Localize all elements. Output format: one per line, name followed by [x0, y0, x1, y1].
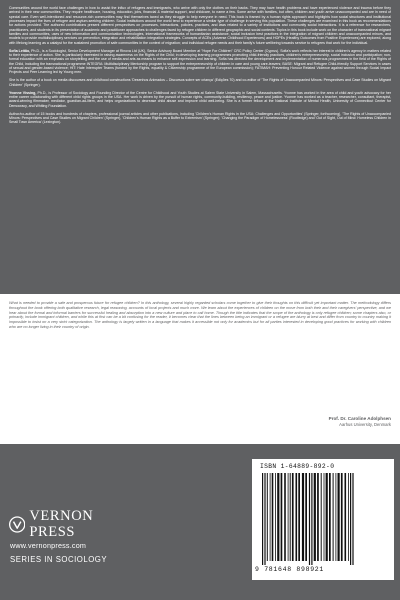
barcode-panel	[252, 459, 394, 580]
barcode-bar	[270, 473, 271, 561]
barcode-bar	[350, 473, 351, 565]
isbn-label: ISBN 1-64889-892-0	[260, 463, 335, 470]
barcode-bar	[290, 473, 291, 561]
reviewer-credit	[329, 416, 391, 427]
cover-footer	[0, 444, 400, 600]
barcode-bar	[314, 473, 316, 561]
barcode-bar	[311, 473, 312, 565]
reviewer-affiliation: Aarhus University, Denmark	[339, 422, 391, 427]
author-publications-leitao: She is the author of a book on media discourses and childhood constructions 'Desenhos Animados – Discursos sobre ser criança' (Edições 70) and co-editor of 'The Rights of Unaccompanied Minors: Perspectives and Case Studies on Migrant Children' (Springer).	[9, 78, 391, 87]
publisher-url: www.vernonpress.com	[10, 541, 87, 550]
series-name: SERIES IN SOCIOLOGY	[10, 555, 108, 564]
barcode-bar	[352, 473, 353, 565]
barcode-bar	[317, 473, 319, 561]
author-name-leitao: Sofia Leitão,	[9, 48, 31, 53]
barcode-bar	[341, 473, 343, 561]
barcode-bar	[298, 473, 300, 561]
barcode-bar	[338, 473, 340, 561]
barcode-bar	[296, 473, 298, 561]
review-panel	[0, 294, 400, 444]
back-cover-description	[0, 0, 400, 290]
barcode-bar	[264, 473, 265, 565]
barcode-bar	[348, 473, 349, 561]
barcode-bar	[302, 473, 304, 561]
barcode-bar	[345, 473, 347, 561]
barcode-bar	[326, 473, 328, 561]
barcode-bar	[333, 473, 334, 561]
barcode-bar	[262, 473, 263, 565]
barcode-bar	[292, 473, 294, 561]
barcode-bar	[272, 473, 274, 561]
barcode-bar	[267, 473, 268, 561]
barcode-bar	[309, 473, 310, 565]
vernon-press-logo-icon	[9, 516, 25, 533]
barcode-bar	[329, 473, 331, 561]
barcode-bar	[305, 473, 307, 561]
barcode-bar	[321, 473, 322, 561]
barcode-bar	[288, 473, 289, 561]
barcode-bar	[275, 473, 276, 561]
barcode-digits: 9 781648 898921	[255, 566, 325, 573]
barcode-bar	[324, 473, 325, 561]
publisher-name: VERNON PRESS	[29, 508, 94, 540]
barcode-bar	[277, 473, 279, 561]
publisher-block	[9, 508, 139, 590]
author-name-vissing: Yvonne Vissing,	[9, 90, 37, 95]
publisher-logo	[9, 508, 139, 540]
barcode	[258, 473, 388, 565]
barcode-bar	[284, 473, 286, 561]
book-summary: Communities around the world face challenges in how to assist the influx of refugees and immigrants, who arrive with only the clothes on their backs. They may have health problems and have experienced violence and trauma before they arrived in their new communities. They require healthcare, housing, education, jobs, financial & material support, and childcare, to name a few. Some arrive with families, but often, children and youth arrive unaccompanied and are in need of special care. Even well-intentioned and resource-rich communities may find themselves taxed as they struggle to help everyone in need. This book is framed by a human rights approach and highlights how social structures and institutional processes impact the lives of refugee and asylum-seeking children. Social institutions around the world tend to experience a similar type of challenge in serving this population. These challenges are examined in this book as recommendations for actions provided. The authored contributions present different perspectives on processes, interactions, policies, practices, and laws related to a variety of institutions and community social interactions. It is a reference for researchers, practitioners, and students in its presentation of academic and practitioner approaches to challenges faced by refugee children in different geographic and social contexts. Topics in this book include work on the character of transnational migrant families and communities, uses of new information and communication technologies, international frameworks of humanitarian assistance, social inclusion best practices in the integration of migrant children and unaccompanied minors, and models to provide multidisciplinary services on prevention, integration and rehabilitation integration strategies. Concepts of ACEs (Adverse Childhood Experiences) and HOPEs (Healthy Outcomes from Positive Experiences) are explored, along with lifelong learning as a catalyst for the sustained promotion of safe communities in the context of migration; and individual refugee needs and their family's future wellbeing towards service to refugees that work for the individual.	[9, 6, 391, 45]
barcode-bar	[281, 473, 283, 561]
author-bio-leitao: Sofia Leitão, Ph.D., is a Sociologist, Senior Development Manager at Rinova Ltd (UK), Senior Advisory Board Member at "Hope For Children" CRC Policy Center (Cyprus). Sofia's work reflects her interest in children's agency in matters related to their experience of action. She is particularly interested in raising awareness on the Rights of the Child; in developing learning programmes promoting child-friendly practices, children's entrepreneurship, social inclusion and participation; non-formal education with an emphasis on storytelling and the use of media and arts as means to enhance self-expression and learning. Sofia has directed the development and implementation of numerous programmes in the field of the Rights of the Child, including the transnational programme INTEGRA: Multidisciplinary Mentorship program to support the entrepreneurship of children in care and young care-leavers; BASE: Migrant and Refugee Child-friendly Support Services in cases of sexual and gender-based violence; HIT: Hate Interrupter Teams (funded by the Rights, equality & Citizenship programme of the European commission); FATIMAH: Preventing Honour Related Violence against women through Social Impact Projects and Peer Learning led by Young men.	[9, 48, 392, 75]
author-publications-vissing: Author/co-author of 15 books and hundreds of chapters, professional journal articles and other publications, including 'Children's Human Rights in the USA: Challenges and Opportunities' (Springer, forthcoming), 'The Rights of Unaccompanied Minors: Perspectives and Case Studies on Migrant Children' (Springer), 'Children's Human Rights as a Buffer to Extremism' (Springer); 'Changing the Paradigm of Homelessness' (Routledge) and 'Out of Sight, Out of Mind: Homeless Children in Small Town America' (Lexington).	[9, 111, 391, 125]
review-quote: What is needed to provide a safe and prosperous future for refugee children? In this anthology, several highly regarded scholars come together to give their thoughts on this difficult yet important matter. The methodology differs throughout the book offering both qualitative research, legal reasoning, accounts of local projects and much more. We learn about the experiences of children on the move from both their and their caregivers' perspective, and we hear about the formal and informal barriers for successful healing and absorption into a new culture and place to call home. Though the title indicates that the scope of the anthology is only refugee children; some chapters also, or primarily, include immigrant children, and while this at first can be a bit confusing for the reader, it becomes clear that the lines between being an immigrant or a refugee are blurry at best and differ from country to country making it impossible to insist on a very strict categorization. The anthology is largely written in a language that makes it accessible not only for academics but for all parties interested in developing good practices for working with children who are no longer living in their country of origin.	[9, 301, 391, 329]
author-bio-vissing: Yvonne Vissing, Ph.D., is Professor of Sociology and Founding Director of the Centre for Childhood and Youth Studies at Salem State University in Salem, Massachusetts. Yvonne has worked in the area of child and youth advocacy for her entire career collaborating with different child rights groups in the USA. Her work is driven by the pursuit of human rights, community-building, resiliency, peace and justice. Yvonne has worked as a teacher, researcher, consultant, therapist, award-winning filmmaker, mediator, guardian-ad-litem, and helps organizations to decrease child abuse and improve child well-being. She is a former fellow at the National Institute of Mental Health, University of Connecticut Center for Democracy, and Whiting Foundation.	[9, 90, 391, 108]
barcode-bar	[336, 473, 337, 561]
reviewer-name: Prof. Dr. Caroline Adolphsen	[328, 416, 391, 421]
